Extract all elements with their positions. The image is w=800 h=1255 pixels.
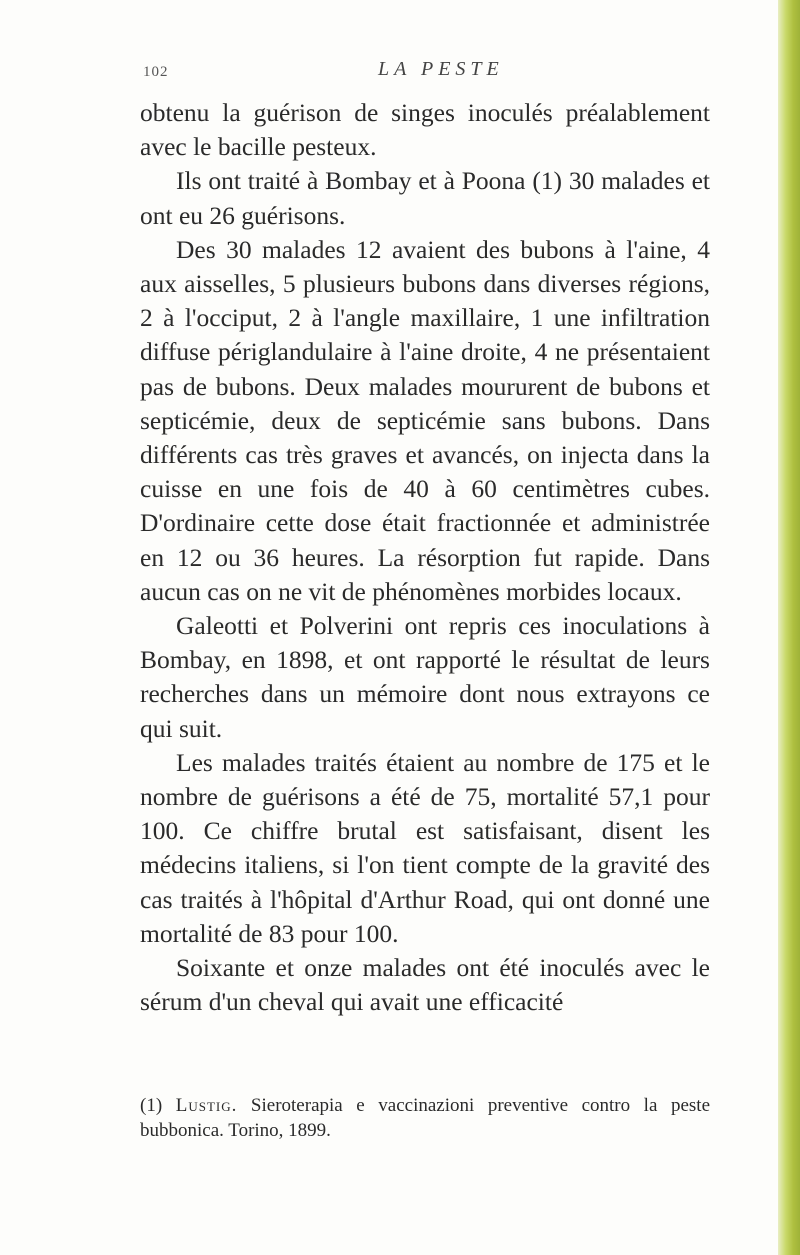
paragraph-bombay-poona: Ils ont traité à Bombay et à Poona (1) 30 malades et ont eu 26 guérisons. bbox=[140, 166, 710, 230]
paragraph-mortalite: Les malades traités étaient au nombre de 175 et le nombre de guérisons a été de 75, mortalité 57,1 pour 100. Ce chiffre brutal est satisfaisant, disent les médecins italiens, si l'on tient compte de la gravité des cas traités à l'hôpital d'Arthur Road, qui ont donné une mortalité de 83 pour 100. bbox=[140, 747, 710, 948]
paragraph-bubons: Des 30 malades 12 avaient des bubons à l'aine, 4 aux aisselles, 5 plusieurs bubons dans diverses régions, 2 à l'occiput, 2 à l'angle maxillaire, 1 une infiltration diffuse périglandulaire à l'aine droite, 4 ne présentaient pas de bubons. Deux malades moururent de bubons et septicémie, deux de septicémie sans bubons. Dans différents cas très graves et avancés, on injecta dans la cuisse en une fois de 40 à 60 centimètres cubes. D'ordinaire cette dose était fractionnée et administrée en 12 ou 36 heures. La résorption fut rapide. Dans aucun cas on ne vit de phénomènes morbides locaux. bbox=[140, 234, 710, 606]
running-title: LA PESTE bbox=[378, 58, 504, 80]
body-text bbox=[140, 96, 710, 1019]
footnote bbox=[140, 1093, 710, 1143]
footnote-marker: (1) bbox=[140, 1095, 163, 1116]
footnote-text: Sieroterapia e vaccinazioni preventive contro la peste bubbonica. Torino, 1899. bbox=[140, 1095, 710, 1141]
running-header bbox=[143, 58, 703, 88]
page-number: 102 bbox=[143, 64, 169, 80]
paragraph-galeotti: Galeotti et Polverini ont repris ces inoculations à Bombay, en 1898, et ont rapporté le résultat de leurs recherches dans un mémoire dont nous extrayons ce qui suit. bbox=[140, 611, 710, 743]
footnote-author: Lustig. bbox=[175, 1095, 238, 1116]
paragraph-continuation: obtenu la guérison de singes inoculés préalablement avec le bacille pesteux. bbox=[140, 98, 710, 162]
paragraph-soixante: Soixante et onze malades ont été inoculés avec le sérum d'un cheval qui avait une efficacité bbox=[140, 953, 710, 1017]
page-edge-strip bbox=[778, 0, 800, 1255]
